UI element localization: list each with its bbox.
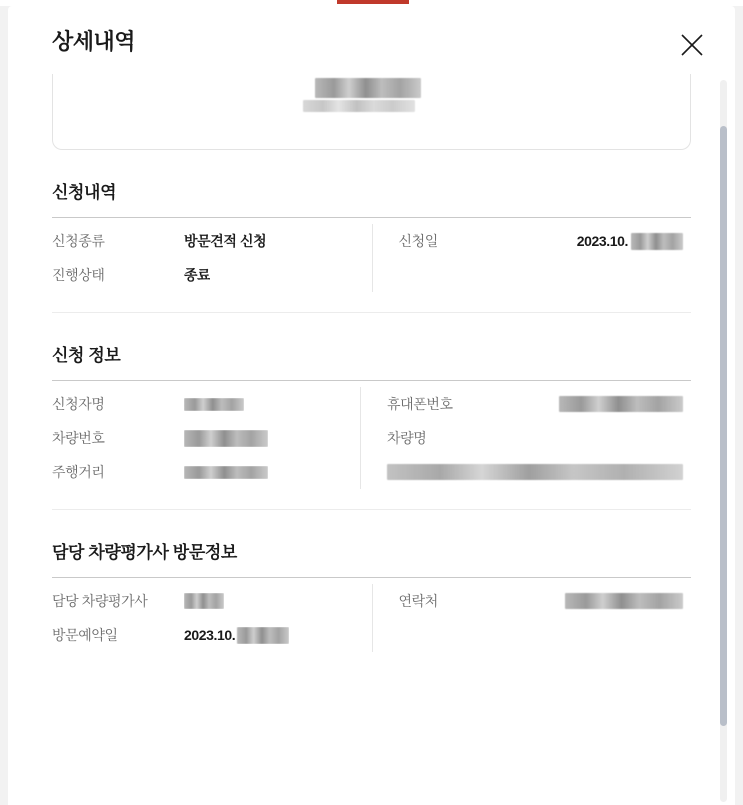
page-title: 상세내역: [52, 28, 136, 54]
redacted-text: [387, 464, 683, 480]
field-value: [184, 593, 224, 609]
redacted-text: [565, 593, 683, 609]
field-value: 2023.10.: [576, 233, 628, 249]
field-row: [52, 421, 360, 455]
redacted-text: [559, 396, 683, 412]
field-label: 주행거리: [52, 464, 105, 480]
detail-modal: [8, 6, 735, 805]
vertical-scrollbar[interactable]: [720, 80, 727, 802]
field-grid: [52, 387, 691, 489]
field-row: [52, 387, 360, 421]
field-row: [360, 455, 691, 489]
field-value: [184, 627, 289, 644]
field-row: [52, 224, 372, 258]
redacted-text: [184, 593, 224, 609]
redacted-text: [184, 466, 268, 479]
field-label: 신청일: [398, 233, 438, 249]
redacted-text: [237, 627, 289, 644]
field-label: 신청종류: [52, 233, 105, 249]
section-application-history: [52, 178, 691, 313]
field-row-empty: [372, 258, 692, 292]
modal-body: [8, 74, 735, 805]
section-appraiser-visit-info: [52, 538, 691, 652]
field-value: [184, 466, 268, 479]
field-label: 담당 차량평가사: [52, 593, 148, 609]
field-value-group: [525, 593, 684, 609]
section-title: 신청 정보: [52, 346, 121, 365]
divider: [52, 509, 691, 510]
field-label: 신청자명: [52, 396, 105, 412]
field-value: 종료: [184, 267, 211, 283]
field-label: 차량명: [387, 430, 427, 446]
field-row: [52, 258, 372, 292]
field-label: 휴대폰번호: [387, 396, 453, 412]
accent-bar: [337, 0, 409, 4]
field-row: [52, 584, 372, 618]
field-row-empty: [372, 618, 692, 652]
field-value-group: [513, 396, 683, 412]
redacted-text: [184, 398, 244, 411]
modal-header: [8, 6, 735, 74]
field-label: 방문예약일: [52, 627, 118, 643]
field-value-group: [525, 233, 684, 250]
field-row: [52, 455, 360, 489]
field-grid: [52, 584, 691, 652]
field-row: [372, 584, 692, 618]
redacted-text: [631, 233, 683, 250]
summary-card: [52, 74, 691, 150]
redacted-text: [184, 430, 268, 447]
divider: [52, 312, 691, 313]
field-row: [372, 224, 692, 258]
field-value-text: 2023.10.: [184, 627, 236, 643]
section-title: 담당 차량평가사 방문정보: [52, 543, 237, 562]
scrollbar-thumb[interactable]: [720, 126, 727, 726]
field-grid: [52, 224, 691, 292]
divider: [52, 217, 691, 218]
field-row: [360, 421, 691, 455]
section-title: 신청내역: [52, 183, 117, 202]
redacted-text: [303, 100, 415, 112]
field-label: 진행상태: [52, 267, 105, 283]
divider: [52, 380, 691, 381]
divider: [52, 577, 691, 578]
redacted-text: [315, 78, 421, 98]
field-value: [184, 430, 268, 447]
close-icon[interactable]: [677, 30, 707, 60]
field-row: [52, 618, 372, 652]
field-label: 차량번호: [52, 430, 105, 446]
field-value: 방문견적 신청: [184, 233, 267, 249]
field-value: [184, 398, 244, 411]
section-application-info: [52, 341, 691, 510]
field-row: [360, 387, 691, 421]
field-label: 연락처: [398, 593, 438, 609]
